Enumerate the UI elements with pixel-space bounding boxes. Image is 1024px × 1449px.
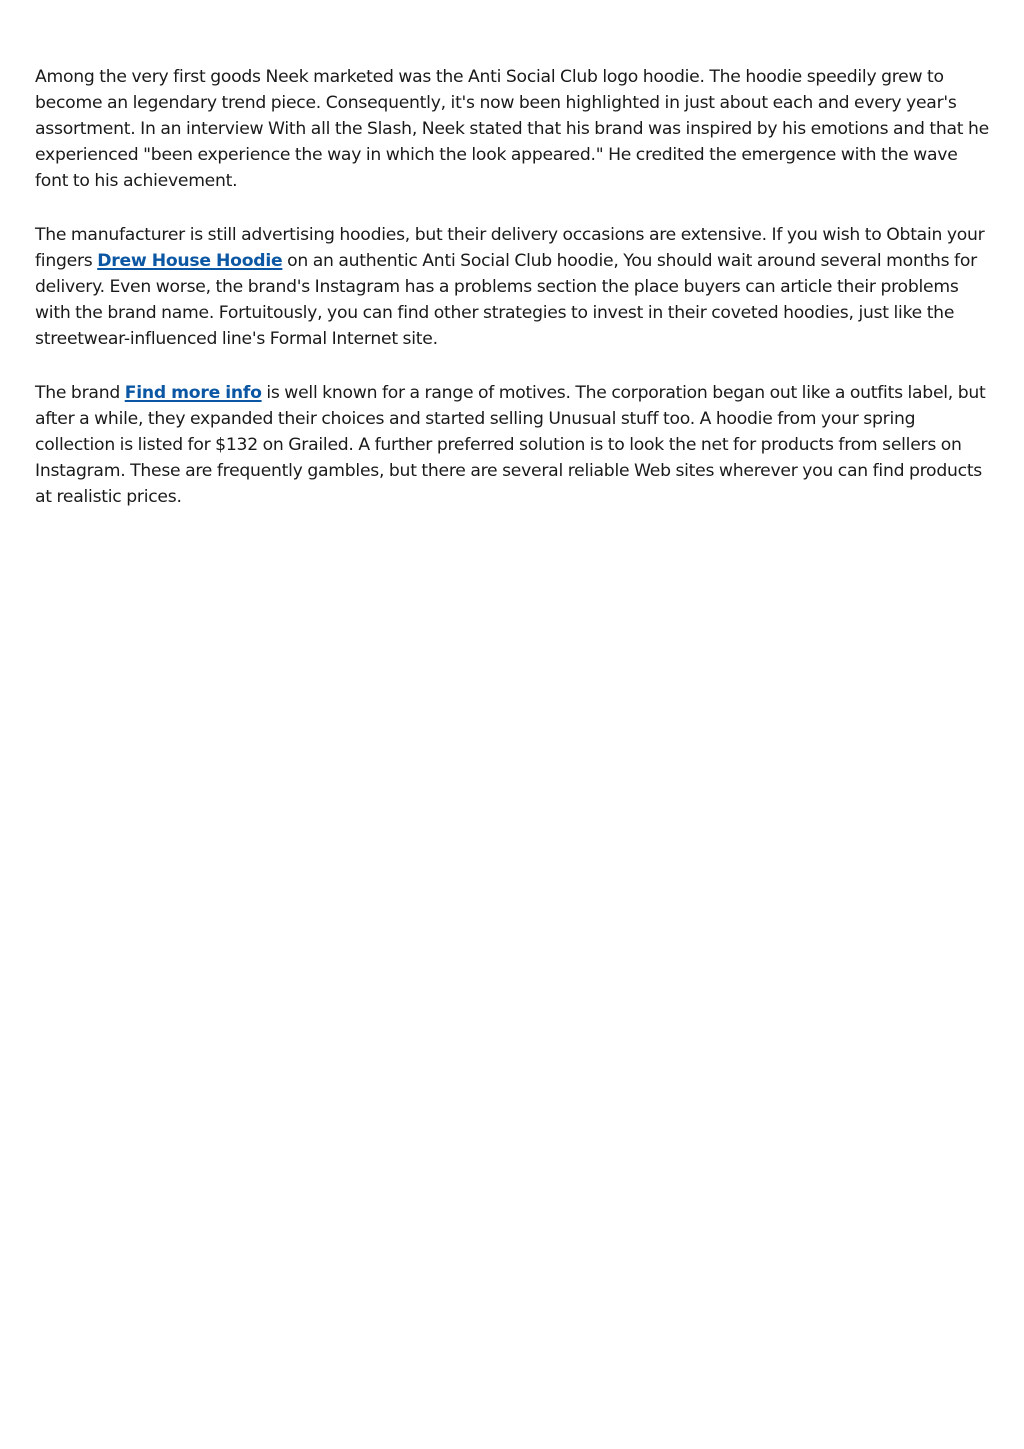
paragraph-2-text-before: The manufacturer is still advertising hoodies, but their delivery occasions are extensive. If you wish to Obtain your fingers xyxy=(35,225,985,271)
drew-house-hoodie-link[interactable]: Drew House Hoodie xyxy=(97,251,283,271)
paragraph-2-text-after: on an authentic Anti Social Club hoodie, You should wait around several months for delivery. Even worse, the brand's Instagram has a problems section the place buyers can article their problems with the brand name. Fortuitously, you can find other strategies to invest in their coveted hoodies, just like the streetwear-influenced line's Formal Internet site. xyxy=(35,251,977,349)
paragraph-2 xyxy=(35,222,995,352)
paragraph-1 xyxy=(35,64,995,194)
paragraph-3-text-after: is well known for a range of motives. The corporation began out like a outfits label, but after a while, they expanded their choices and started selling Unusual stuff too. A hoodie from your spring collection is listed for $132 on Grailed. A further preferred solution is to look the net for products from sellers on Instagram. These are frequently gambles, but there are several reliable Web sites wherever you can find products at realistic prices. xyxy=(35,383,986,507)
find-more-info-link[interactable]: Find more info xyxy=(124,383,262,403)
paragraph-3 xyxy=(35,380,995,510)
paragraph-3-text-before: The brand xyxy=(35,383,125,403)
paragraph-1-text: Among the very first goods Neek marketed was the Anti Social Club logo hoodie. The hoodie speedily grew to become an legendary trend piece. Consequently, it's now been highlighted in just about each and every year's assortment. In an interview With all the Slash, Neek stated that his brand was inspired by his emotions and that he experienced "been experience the way in which the look appeared." He credited the emergence with the wave font to his achievement. xyxy=(35,67,989,191)
document-body xyxy=(35,64,995,538)
